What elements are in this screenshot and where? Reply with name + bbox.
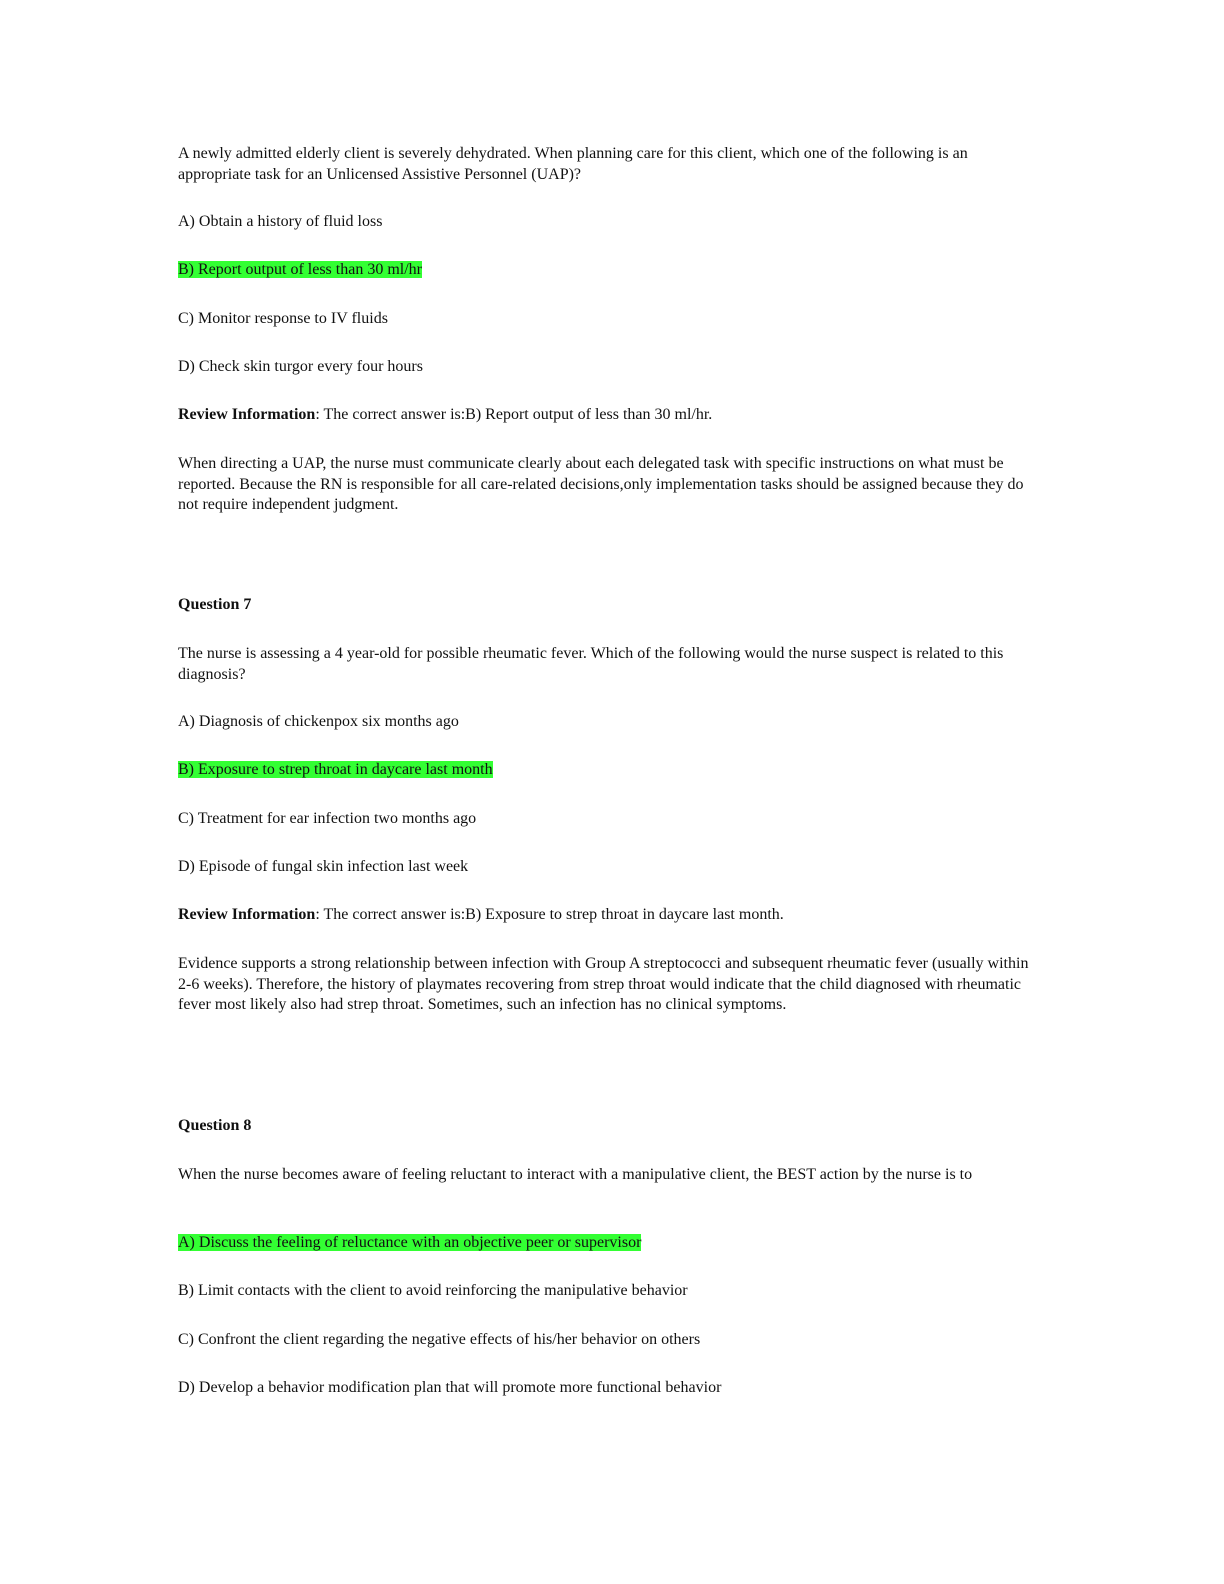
q6-option-d — [178, 357, 1038, 378]
q7-explanation: Evidence supports a strong relationship between infection with Group A streptococci and subsequent rheumatic fever (usually within 2-6 weeks). Therefore, the history of playmates recovering from strep throat would indicate that the child diagnosed with rheumatic fever most likely also had strep throat. Sometimes, such an infection has no clinical symptoms. — [178, 955, 1029, 1013]
option-text: D) Check skin turgor every four hours — [178, 358, 423, 375]
q7-option-d — [178, 857, 1038, 878]
q8-option-a — [178, 1233, 1038, 1254]
option-text: C) Confront the client regarding the negative effects of his/her behavior on others — [178, 1331, 701, 1348]
q6-review — [178, 405, 1038, 426]
q6-option-b — [178, 260, 1038, 281]
option-text: B) Limit contacts with the client to avoid reinforcing the manipulative behavior — [178, 1282, 688, 1299]
q7-option-b — [178, 760, 1038, 781]
q8-option-b — [178, 1281, 1038, 1302]
q6-option-a — [178, 212, 1038, 233]
question-7-stem: The nurse is assessing a 4 year-old for possible rheumatic fever. Which of the following would the nurse suspect is related to this diagnosis? — [178, 645, 1004, 683]
option-text: D) Develop a behavior modification plan that will promote more functional behavior — [178, 1379, 722, 1396]
review-label: Review Information — [178, 906, 316, 923]
q8-option-d — [178, 1378, 1038, 1399]
q7-option-a — [178, 712, 1038, 733]
option-text: A) Obtain a history of fluid loss — [178, 213, 383, 230]
question-8-stem: When the nurse becomes aware of feeling reluctant to interact with a manipulative client, the BEST action by the nurse is to — [178, 1166, 973, 1183]
option-text: C) Treatment for ear infection two months ago — [178, 810, 477, 827]
option-text: C) Monitor response to IV fluids — [178, 310, 388, 327]
q8-option-c — [178, 1330, 1038, 1351]
option-text: D) Episode of fungal skin infection last week — [178, 858, 469, 875]
q6-explanation: When directing a UAP, the nurse must communicate clearly about each delegated task with specific instructions on what must be reported. Because the RN is responsible for all care-related decisions,only implementation tasks should be assigned because they do not require independent judgment. — [178, 455, 1024, 513]
q6-option-c — [178, 309, 1038, 330]
review-label: Review Information — [178, 406, 316, 423]
correct-answer-highlight: B) Report output of less than 30 ml/hr — [178, 261, 422, 278]
q7-review — [178, 905, 1038, 926]
q7-option-c — [178, 809, 1038, 830]
review-text: : The correct answer is:B) Exposure to strep throat in daycare last month. — [315, 906, 784, 923]
review-text: : The correct answer is:B) Report output of less than 30 ml/hr. — [315, 406, 713, 423]
question-6-stem: A newly admitted elderly client is severely dehydrated. When planning care for this client, which one of the following is an appropriate task for an Unlicensed Assistive Personnel (UAP)? — [178, 145, 968, 183]
question-7-heading: Question 7 — [178, 596, 252, 613]
question-8-heading: Question 8 — [178, 1117, 252, 1134]
correct-answer-highlight: B) Exposure to strep throat in daycare last month — [178, 761, 493, 778]
option-text: A) Diagnosis of chickenpox six months ago — [178, 713, 459, 730]
correct-answer-highlight: A) Discuss the feeling of reluctance with an objective peer or supervisor — [178, 1234, 642, 1251]
